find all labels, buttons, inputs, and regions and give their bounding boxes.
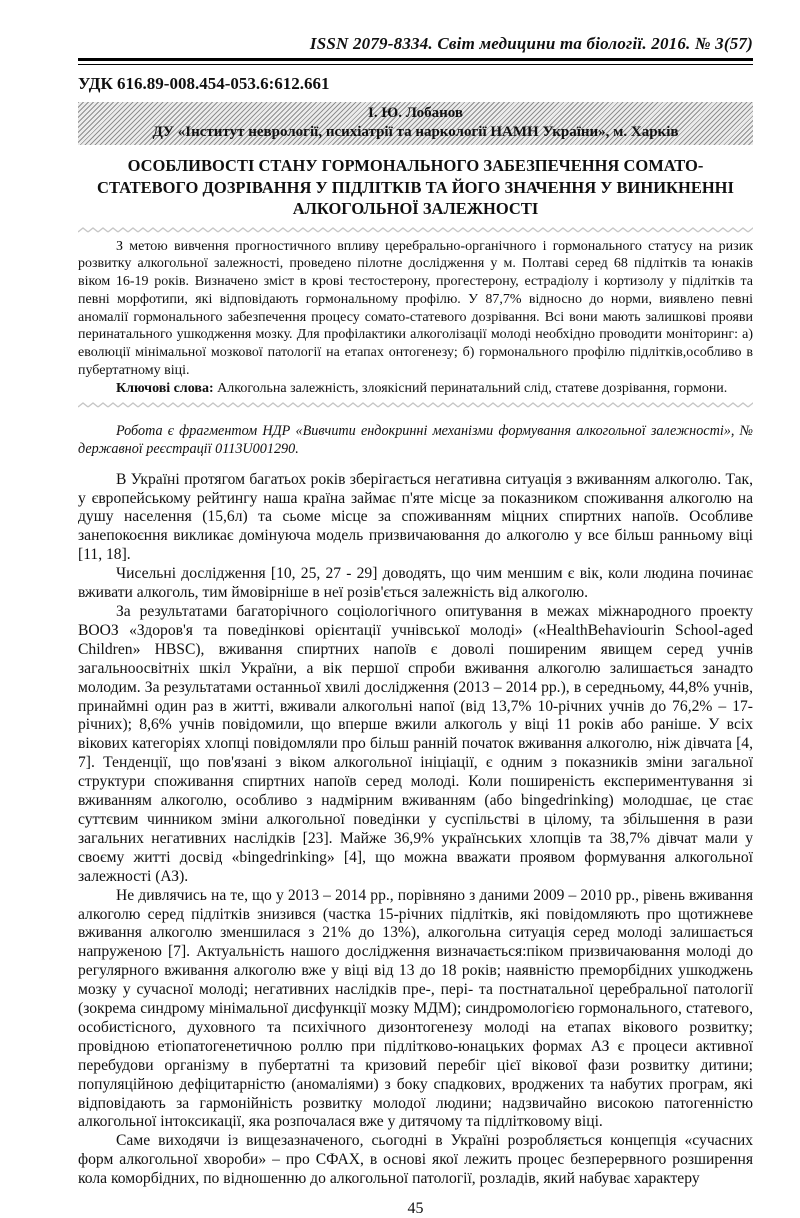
body-paragraph: Не дивлячись на те, що у 2013 – 2014 рр., порівняно з даними 2009 – 2010 рр., рівень вживання алкоголю серед підлітків знизився (частка 15-річних підлітків, які повідомляють про щотижневе вживання алкоголю зменшилася з 21% до 13%), алкогольна ситуація серед молоді залишається напруженою [7]. Актуальність нашого дослідження визначається:піком призвичаювання молоді до регулярного вживання алкоголю вже у віці від 13 до 18 років; наявністю преморбідних ушкоджень мозку у сучасної молоді; негативних наслідків пре-, пері- та постнатальної церебральної патології (зокрема синдрому мінімальної дисфункції мозку МДМ); синдромологією гормонального, статевого, особистісного, духовного та психічного дизонтогенезу молоді на етапах вікового розвитку; провідною етіопатогенетичною роллю при підлітково-юнацьких формах АЗ є процеси активної перебудови організму в пубертатні та кризовий перебіг цієї вікової фази розвитку дитини; популяційною дефіцитарністю (аномаліями) з боку спадкових, вроджених та набутих програм, які відповідають за гармонійність розвитку молодої людини; надзвичайно високою патогенністю алкогольної інтоксикації, яка розпочалася вже у дитячому та підлітковому віці. — [78, 886, 753, 1131]
body-paragraph: За результатами багаторічного соціологічного опитування в межах міжнародного проекту ВООЗ «Здоров'я та поведінкові орієнтації учнівської молоді» («HealthBehaviourin School-aged Children» HBSC), вживання спиртних напоїв є доволі поширеним явищем серед учнів загальноосвітніх шкіл України, а вік першої спроби вживання алкоголю залишається занадто молодим. За результатами останньої хвилі дослідження (2013 – 2014 рр.), в середньому, 44,8% учнів, принаймні один раз в житті, вживали алкогольні напої (від 13,7% 10-річних учнів до 76,2% – 17-річних); 8,6% учнів повідомили, що вперше вжили алкоголь у віці 11 років або раніше. У всіх вікових категоріях хлопці повідомляли про більш ранній початок вживання алкоголю, ніж дівчата [4, 7]. Тенденції, що пов'язані з віком алкогольної ініціації, є одним з показників зміни загальної структури споживання спиртних напоїв серед молоді. Коли поширеність експериментування зі вживанням алкоголю, особливо з надмірним вживанням (або bingedrinking) молодшає, це стає суттєвим чинником зміни алкогольної поведінки у суспільстві в цілому, та збільшення в рази загальних негативних наслідків [23]. Майже 36,9% українських хлопців та 38,7% дівчат мали у своєму житті досвід «bingedrinking» [4], що можна вважати проявом формування алкогольної залежності (АЗ). — [78, 603, 753, 885]
zigzag-divider — [78, 401, 753, 409]
page-number: 45 — [407, 1200, 424, 1218]
author-name: І. Ю. Лобанов — [368, 105, 463, 121]
keywords-label: Ключові слова: — [116, 380, 214, 396]
body-paragraph: Чисельні дослідження [10, 25, 27 - 29] доводять, що чим меншим є вік, коли людина починає вживати алкоголь, тим ймовірніше в неї розів'ється залежність від алкоголю. — [78, 565, 753, 602]
keywords-line — [78, 380, 753, 398]
article-title: ОСОБЛИВОСТІ СТАНУ ГОРМОНАЛЬНОГО ЗАБЕЗПЕЧЕННЯ СОМАТО-СТАТЕВОГО ДОЗРІВАННЯ У ПІДЛІТКІВ ТА ЙОГО ЗНАЧЕННЯ У ВИНИКНЕННІ АЛКОГОЛЬНОЇ ЗАЛЕЖНОСТІ — [97, 156, 734, 218]
journal-header-line: ISSN 2079-8334. Світ медицини та біології. 2016. № 3(57) — [309, 34, 753, 53]
author-block — [78, 102, 753, 145]
header-double-rule — [78, 58, 753, 65]
body-paragraph: Саме виходячи із вищезазначеного, сьогодні в Україні розробляється концепція «сучасних форм алкогольної хвороби» – про СФАХ, в основі якої лежить процес безперервного розширення кола коморбідних, по відношенню до алкогольної патології, розладів, який набуває характеру — [78, 1132, 753, 1188]
udk-code: УДК 616.89-008.454-053.6:612.661 — [78, 74, 330, 93]
author-affiliation: ДУ «Інститут неврології, психіатрії та наркології НАМН України», м. Харків — [152, 124, 679, 140]
keywords-text: Алкогольна залежність, злоякісний перинатальний слід, статеве дозрівання, гормони. — [217, 380, 728, 396]
abstract-text: З метою вивчення прогностичного впливу церебрально-органічного і гормонального статусу на ризик розвитку алкогольної залежності, проведено пілотне дослідження у м. Полтаві серед 68 підлітків та юнаків віком 16-19 років. Визначено зміст в крові тестостерону, прогестерону, естрадіолу і кортизолу у підлітків та певні морфотипи, які відповідають гормональному профілю. У 87,7% відносно до норми, виявлено певні аномалії гормонального забезпечення процесу сомато-статевого дозрівання. Всі вони мають залишкові прояви перинатального ушкодження мозку. Для профілактики алкоголізації молоді необхідно проводити моніторинг: а) еволюції мінімальної мозкової патології на етапах онтогенезу; б) гормонального профілю підлітків,особливо в пубертатному віці. — [78, 238, 753, 379]
zigzag-divider — [78, 226, 753, 234]
funding-note: Робота є фрагментом НДР «Вивчити ендокринні механізми формування алкогольної залежності», № державної реєстрації 0113U001290. — [78, 422, 753, 458]
body-paragraph: В Україні протягом багатьох років зберігається негативна ситуація з вживанням алкоголю. Так, у європейському рейтингу наша країна займає п'яте місце за показником споживання алкоголю на душу населення (15,6л) та сьоме місце за споживанням міцних спиртних напоїв. Особливе занепокоєння викликає домінуюча модель призвичаювання до алкоголю у все більш ранньому віці [11, 18]. — [78, 470, 753, 564]
article-body — [78, 471, 753, 1189]
